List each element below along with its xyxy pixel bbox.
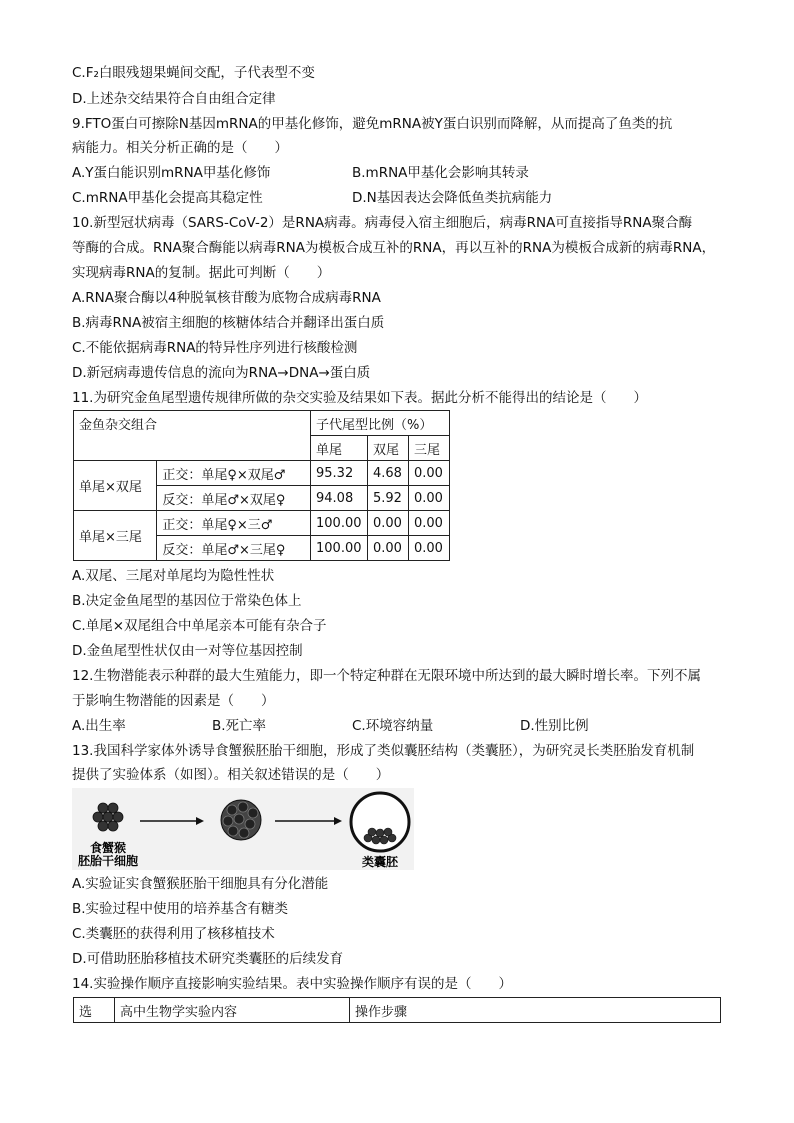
blastoid-figure xyxy=(72,788,414,870)
group-single-x-triple: 单尾×三尾 xyxy=(74,511,157,561)
q10-option-b: B.病毒RNA被宿主细胞的核糖体结合并翻译出蛋白质 xyxy=(72,315,385,331)
table-row xyxy=(74,461,450,486)
header-double-tail: 双尾 xyxy=(368,436,409,461)
header-triple-tail: 三尾 xyxy=(409,436,450,461)
triple-cell: 0.00 xyxy=(409,486,450,511)
q9-option-d: D.N基因表达会降低鱼类抗病能力 xyxy=(352,190,553,206)
cross-cell: 正交：单尾♀×三♂ xyxy=(157,511,311,536)
header-single-tail: 单尾 xyxy=(311,436,368,461)
header-steps: 操作步骤 xyxy=(350,998,721,1023)
group-single-x-double: 单尾×双尾 xyxy=(74,461,157,511)
single-cell: 100.00 xyxy=(311,511,368,536)
q9-stem-line1: 9.FTO蛋白可擦除N基因mRNA的甲基化修饰，避免mRNA被Y蛋白识别而降解，从而提高了鱼类的抗 xyxy=(72,116,673,132)
q11-stem: 11.为研究金鱼尾型遗传规律所做的杂交实验及结果如下表。据此分析不能得出的结论是（ ） xyxy=(72,390,647,406)
triple-cell: 0.00 xyxy=(409,536,450,561)
q9-stem-line2: 病能力。相关分析正确的是（ ） xyxy=(72,140,288,156)
triple-cell: 0.00 xyxy=(409,461,450,486)
q13-stem-line1: 13.我国科学家体外诱导食蟹猴胚胎干细胞，形成了类似囊胚结构（类囊胚），为研究灵长类胚胎发育机制 xyxy=(72,743,695,759)
blastoid-structure xyxy=(351,793,409,851)
q11-option-b: B.决定金鱼尾型的基因位于常染色体上 xyxy=(72,593,302,609)
table-row xyxy=(74,511,450,536)
double-cell: 5.92 xyxy=(368,486,409,511)
q14-stem: 14.实验操作顺序直接影响实验结果。表中实验操作顺序有误的是（ ） xyxy=(72,976,512,992)
q13-option-b: B.实验过程中使用的培养基含有糖类 xyxy=(72,901,289,917)
double-cell: 4.68 xyxy=(368,461,409,486)
cell-aggregate xyxy=(221,800,261,840)
q14-table xyxy=(73,997,721,1023)
q13-stem-line2: 提供了实验体系（如图）。相关叙述错误的是（ ） xyxy=(72,767,390,783)
cross-cell: 反交：单尾♂×双尾♀ xyxy=(157,486,311,511)
double-cell: 0.00 xyxy=(368,511,409,536)
q12-option-b: B.死亡率 xyxy=(212,718,267,734)
q12-option-d: D.性别比例 xyxy=(520,718,589,734)
q11-option-c: C.单尾×双尾组合中单尾亲本可能有杂合子 xyxy=(72,618,327,634)
q12-option-c: C.环境容纳量 xyxy=(352,718,434,734)
label-stem-cells: 胚胎干细胞 xyxy=(77,854,139,868)
q9-option-c: C.mRNA甲基化会提高其稳定性 xyxy=(72,190,263,206)
q12-option-a: A.出生率 xyxy=(72,718,126,734)
q8-option-d: D.上述杂交结果符合自由组合定律 xyxy=(72,91,276,107)
q10-stem-line2: 等酶的合成。RNA聚合酶能以病毒RNA为模板合成互补的RNA，再以互补的RNA为模板合成新的病毒RNA， xyxy=(72,240,716,256)
q13-option-a: A.实验证实食蟹猴胚胎干细胞具有分化潜能 xyxy=(72,876,329,892)
q12-stem-line2: 于影响生物潜能的因素是（ ） xyxy=(72,693,275,709)
triple-cell: 0.00 xyxy=(409,511,450,536)
cross-cell: 反交：单尾♂×三尾♀ xyxy=(157,536,311,561)
q10-option-d: D.新冠病毒遗传信息的流向为RNA→DNA→蛋白质 xyxy=(72,365,371,381)
q10-stem-line3: 实现病毒RNA的复制。据此可判断（ ） xyxy=(72,265,331,281)
q9-option-a: A.Y蛋白能识别mRNA甲基化修饰 xyxy=(72,165,271,181)
q8-option-c: C.F₂白眼残翅果蝇间交配，子代表型不变 xyxy=(72,65,315,81)
table-header-row xyxy=(74,998,721,1023)
single-cell: 94.08 xyxy=(311,486,368,511)
header-tail-ratio: 子代尾型比例（%） xyxy=(311,411,450,436)
q11-option-a: A.双尾、三尾对单尾均为隐性性状 xyxy=(72,568,275,584)
cross-cell: 正交：单尾♀×双尾♂ xyxy=(157,461,311,486)
q13-option-d: D.可借助胚胎移植技术研究类囊胚的后续发育 xyxy=(72,951,344,967)
q10-option-c: C.不能依据病毒RNA的特异性序列进行核酸检测 xyxy=(72,340,358,356)
q12-stem-line1: 12.生物潜能表示种群的最大生殖能力，即一个特定种群在无限环境中所达到的最大瞬时增长率。下列不属 xyxy=(72,668,701,684)
label-macaque: 食蟹猴 xyxy=(89,841,127,855)
header-option: 选 xyxy=(74,998,115,1023)
label-blastoid: 类囊胚 xyxy=(361,855,399,869)
q11-cross-table xyxy=(73,410,450,561)
header-cross-combo: 金鱼杂交组合 xyxy=(74,411,311,461)
q9-option-b: B.mRNA甲基化会影响其转录 xyxy=(352,165,529,181)
q10-stem-line1: 10.新型冠状病毒（SARS-CoV-2）是RNA病毒。病毒侵入宿主细胞后，病毒RNA可直接指导RNA聚合酶 xyxy=(72,215,693,231)
single-cell: 100.00 xyxy=(311,536,368,561)
q10-option-a: A.RNA聚合酶以4种脱氧核苷酸为底物合成病毒RNA xyxy=(72,290,381,306)
q11-option-d: D.金鱼尾型性状仅由一对等位基因控制 xyxy=(72,643,303,659)
q13-option-c: C.类囊胚的获得利用了核移植技术 xyxy=(72,926,275,942)
single-cell: 95.32 xyxy=(311,461,368,486)
header-experiment-content: 高中生物学实验内容 xyxy=(115,998,350,1023)
double-cell: 0.00 xyxy=(368,536,409,561)
